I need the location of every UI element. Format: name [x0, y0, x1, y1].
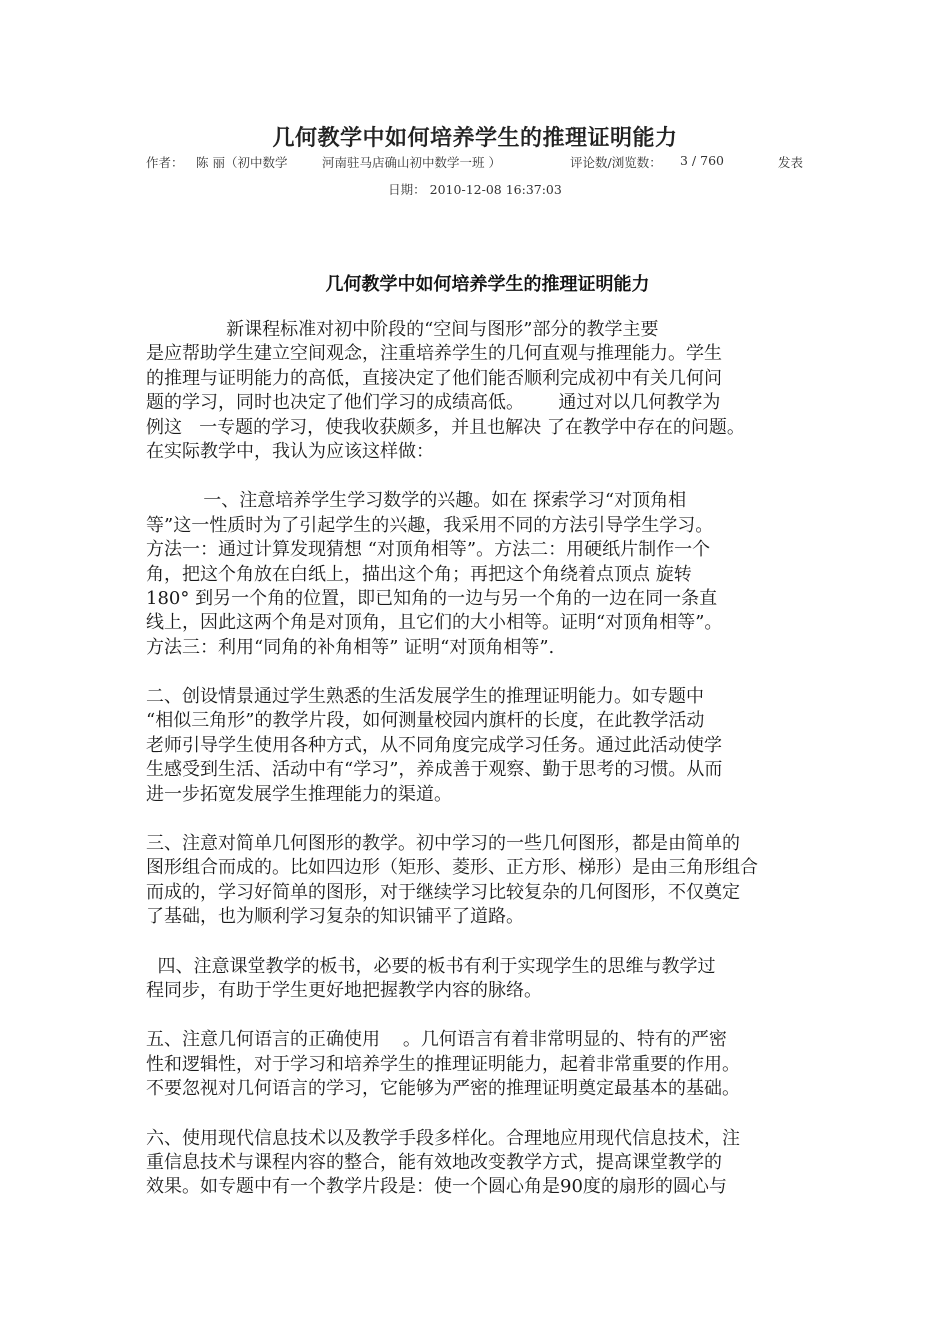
paragraph	[146, 832, 822, 930]
paragraph-line: 二、创设情景通过学生熟悉的生活发展学生的推理证明能力。如专题中	[146, 686, 704, 708]
paragraph-line: 效果。如专题中有一个教学片段是：使一个圆心角是90度的扇形的圆心与	[146, 1176, 727, 1198]
paragraph-line: 在实际教学中，我认为应该这样做：	[146, 440, 434, 462]
paragraph	[146, 1127, 822, 1200]
stats-value: 3 / 760	[680, 153, 724, 168]
paragraph	[146, 955, 822, 1004]
paragraph-line: 进一步拓宽发展学生推理能力的渠道。	[146, 783, 452, 805]
paragraph-line: 老师引导学生使用各种方式，从不同角度完成学习任务。通过此活动使学	[146, 734, 722, 756]
paragraph-line: 了基础，也为顺利学习复杂的知识铺平了道路。	[146, 906, 524, 928]
paragraph-line: 的推理与证明能力的高低，直接决定了他们能否顺利完成初中有关几何问	[146, 367, 722, 389]
date-value: 2010-12-08 16:37:03	[429, 182, 562, 197]
paragraph-line: 五、注意几何语言的正确使用 。几何语言有着非常明显的、特有的严密	[146, 1029, 727, 1051]
paragraph-line: 三、注意对简单几何图形的教学。初中学习的一些几何图形，都是由简单的	[146, 833, 740, 855]
paragraph-line: 角，把这个角放在白纸上，描出这个角；再把这个角绕着点顶点 旋转	[146, 563, 692, 585]
meta-line	[146, 153, 810, 171]
date-label: 日期：	[388, 182, 426, 197]
paragraph-line: 性和逻辑性，对于学习和培养学生的推理证明能力，起着非常重要的作用。	[146, 1053, 740, 1075]
paragraph-line: 等”这一性质时为了引起学生的兴趣，我采用不同的方法引导学生学习。	[146, 514, 714, 536]
paragraph-line: 方法三：利用“同角的补角相等” 证明“对顶角相等”.	[146, 636, 555, 658]
author-name: 陈 丽（初中数学	[196, 155, 288, 170]
article-body	[146, 318, 822, 1225]
paragraph	[146, 685, 822, 807]
paragraph-line: “相似三角形”的教学片段，如何测量校园内旗杆的长度，在此教学活动	[146, 710, 705, 732]
paragraph-line: 新课程标准对初中阶段的“空间与图形”部分的教学主要	[146, 319, 659, 340]
paragraph	[146, 1028, 822, 1101]
paragraph	[146, 318, 822, 464]
paragraph-line: 六、使用现代信息技术以及教学手段多样化。合理地应用现代信息技术，注	[146, 1127, 740, 1149]
paragraph-line: 线上，因此这两个角是对顶角，且它们的大小相等。证明“对顶角相等”。	[146, 612, 723, 634]
paragraph-line: 四、注意课堂教学的板书，必要的板书有利于实现学生的思维与教学过	[146, 955, 716, 977]
article-title: 几何教学中如何培养学生的推理证明能力	[325, 274, 650, 295]
paragraph-line: 180° 到另一个角的位置，即已知角的一边与另一个角的一边在同一条直	[146, 587, 718, 609]
paragraph-line: 方法一：通过计算发现猜想 “对顶角相等”。方法二：用硬纸片制作一个	[146, 539, 711, 561]
paragraph-line: 题的学习，同时也决定了他们学习的成绩高低。 通过对以几何教学为	[146, 392, 721, 414]
page-title: 几何教学中如何培养学生的推理证明能力	[272, 126, 678, 151]
author-class: 河南驻马店确山初中数学一班 ）	[322, 155, 501, 170]
paragraph-line: 图形组合而成的。比如四边形（矩形、菱形、正方形、梯形）是由三角形组合	[146, 857, 758, 879]
paragraph-line: 一、注意培养学生学习数学的兴趣。如在 探索学习“对顶角相	[146, 490, 687, 512]
paragraph-line: 例这 一专题的学习，使我收获颇多，并且也解决 了在教学中存在的问题。	[146, 416, 745, 438]
paragraph-line: 程同步，有助于学生更好地把握教学内容的脉络。	[146, 979, 542, 1001]
paragraph-line: 是应帮助学生建立空间观念，注重培养学生的几何直观与推理能力。学生	[146, 343, 722, 365]
publish-date	[0, 180, 950, 198]
author-label: 作者：	[146, 155, 184, 170]
paragraph-line: 重信息技术与课程内容的整合，能有效地改变教学方式，提高课堂教学的	[146, 1151, 722, 1173]
paragraph-line: 生感受到生活、活动中有“学习”，养成善于观察、勤于思考的习惯。从而	[146, 759, 723, 781]
stats-label: 评论数/浏览数：	[570, 155, 662, 170]
paragraph-line: 而成的，学习好简单的图形，对于继续学习比较复杂的几何图形，不仅奠定	[146, 881, 740, 903]
paragraph-line: 不要忽视对几何语言的学习，它能够为严密的推理证明奠定最基本的基础。	[146, 1078, 740, 1100]
paragraph	[146, 489, 822, 660]
published-label: 发表	[778, 155, 804, 170]
